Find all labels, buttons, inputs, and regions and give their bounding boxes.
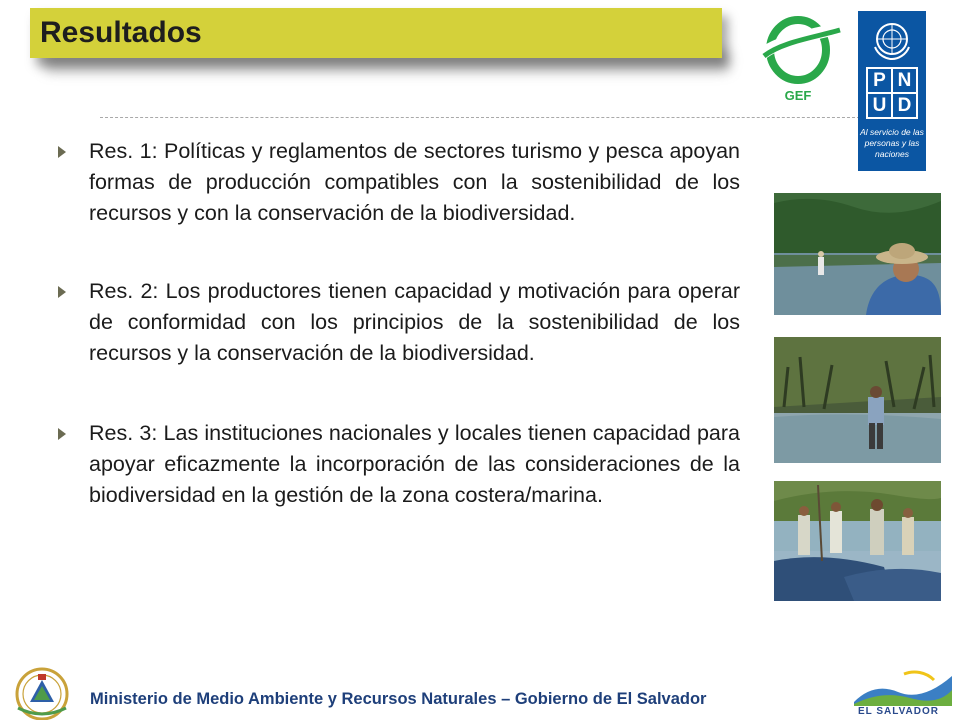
gef-logo xyxy=(758,10,842,104)
undp-logo xyxy=(858,11,926,171)
triangle-right-icon xyxy=(58,146,66,158)
photo-river-fisherman xyxy=(774,193,941,315)
slide-title: Resultados xyxy=(40,16,202,49)
result-1-text: Res. 1: Políticas y reglamentos de sectores turismo y pesca apoyan formas de producción compatibles con la sostenibilidad de los recursos y con la conservación de la biodiversidad. xyxy=(89,139,740,225)
photo-mangrove-worker xyxy=(774,337,941,463)
results-list xyxy=(56,136,740,511)
footer-ministry-text: Ministerio de Medio Ambiente y Recursos Naturales – Gobierno de El Salvador xyxy=(90,690,707,708)
el-salvador-coat-of-arms-icon xyxy=(10,664,74,720)
undp-tagline: Al servicio de las personas y las naciones xyxy=(860,127,924,159)
undp-letter: D xyxy=(893,94,916,117)
undp-letter-grid xyxy=(866,67,918,119)
gef-label: GEF xyxy=(784,88,812,103)
undp-letter: N xyxy=(893,69,916,92)
result-3-text: Res. 3: Las instituciones nacionales y locales tienen capacidad para apoyar eficazmente la incorporación de las consideraciones de la biodiversidad en la gestión de la zona costera/marina. xyxy=(89,421,740,507)
triangle-right-icon xyxy=(58,286,66,298)
un-emblem-icon xyxy=(870,17,914,61)
title-banner xyxy=(30,8,722,58)
dashed-divider xyxy=(100,117,860,118)
undp-letter: U xyxy=(868,94,891,117)
undp-letter: P xyxy=(868,69,891,92)
result-2-text: Res. 2: Los productores tienen capacidad y motivación para operar de conformidad con los principios de la sostenibilidad de los recursos y la conservación de la biodiversidad. xyxy=(89,279,740,365)
list-item xyxy=(56,136,740,229)
list-item xyxy=(56,276,740,369)
list-item xyxy=(56,418,740,511)
el-salvador-logo-label: EL SALVADOR xyxy=(858,706,940,717)
triangle-right-icon xyxy=(58,428,66,440)
photo-group-boats xyxy=(774,481,941,601)
